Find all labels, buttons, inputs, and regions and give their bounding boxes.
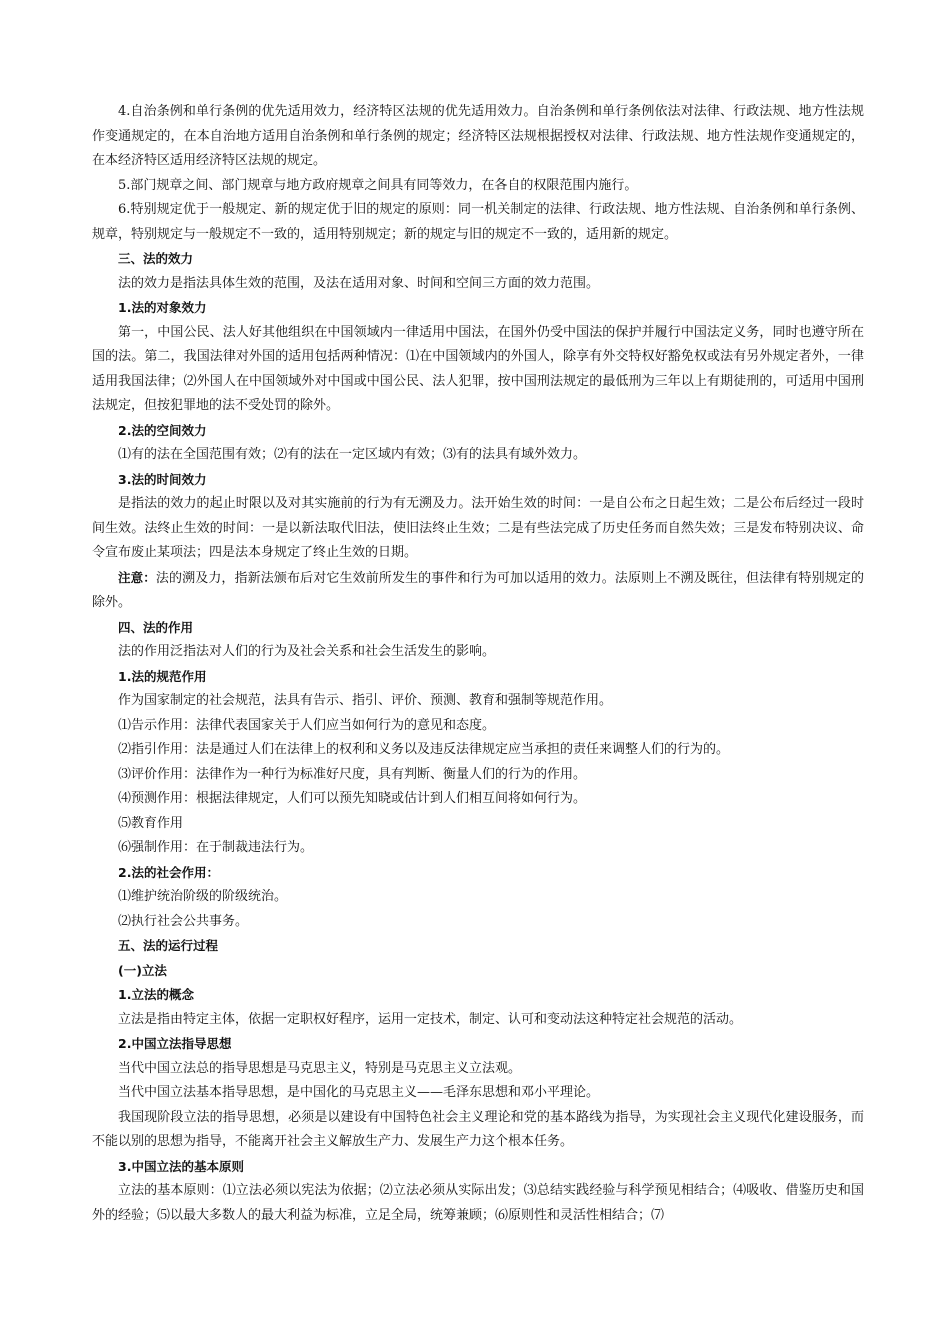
paragraph: 当代中国立法基本指导思想，是中国化的马克思主义——毛泽东思想和邓小平理论。 — [118, 1085, 600, 1100]
paragraph: 6.特别规定优于一般规定、新的规定优于旧的规定的原则：同一机关制定的法律、行政法规、地方性法规、自治条例和单行条例、规章，特别规定与一般规定不一致的，适用特别规定；新的规定与旧的规定不一致的，适用新的规定。 — [92, 202, 864, 242]
document-page — [92, 100, 864, 1228]
note-paragraph — [92, 566, 864, 616]
list-item: ⑵指引作用：法是通过人们在法律上的权利和义务以及违反法律规定应当承担的责任来调整人们的行为的。 — [118, 742, 730, 757]
paragraph: 我国现阶段立法的指导思想，必须是以建设有中国特色社会主义理论和党的基本路线为指导，为实现社会主义现代化建设服务，而不能以别的思想为指导，不能离开社会主义解放生产力、发展生产力这个根本任务。 — [92, 1109, 864, 1149]
paragraph: 是指法的效力的起止时限以及对其实施前的行为有无溯及力。法开始生效的时间：一是自公布之日起生效；二是公布后经过一段时间生效。法终止生效的时间：一是以新法取代旧法，使旧法终止生效；二是有些法完成了历史任务而自然失效；三是发布特别决议、命令宣布废止某项法；四是法本身规定了终止生效的日期。 — [92, 496, 864, 560]
subsection-heading: 2.法的空间效力 — [118, 422, 207, 438]
subsection-heading: (一)立法 — [118, 962, 167, 978]
section-heading: 四、法的作用 — [118, 619, 194, 635]
paragraph: ⑴有的法在全国范围有效；⑵有的法在一定区域内有效；⑶有的法具有域外效力。 — [118, 447, 587, 462]
list-item: ⑹强制作用：在于制裁违法行为。 — [118, 840, 314, 855]
paragraph: 立法的基本原则：⑴立法必须以宪法为依据；⑵立法必须从实际出发；⑶总结实践经验与科学预见相结合；⑷吸收、借鉴历史和国外的经验；⑸以最大多数人的最大利益为标准，立足全局，统筹兼顾；⑹原则性和灵活性相结合；⑺ — [92, 1183, 864, 1223]
paragraph: 法的作用泛指法对人们的行为及社会关系和社会生活发生的影响。 — [118, 644, 496, 659]
paragraph: 4.自治条例和单行条例的优先适用效力，经济特区法规的优先适用效力。自治条例和单行条例依法对法律、行政法规、地方性法规作变通规定的，在本自治地方适用自治条例和单行条例的规定；经济特区法规根据授权对法律、行政法规、地方性法规作变通规定的，在本经济特区适用经济特区法规的规定。 — [92, 104, 864, 168]
paragraph: 法的效力是指法具体生效的范围，及法在适用对象、时间和空间三方面的效力范围。 — [118, 275, 600, 291]
list-item: ⑴告示作用：法律代表国家关于人们应当如何行为的意见和态度。 — [118, 717, 496, 733]
section-heading: 三、法的效力 — [118, 251, 194, 266]
note-label: 注意： — [118, 569, 156, 585]
paragraph: 第一，中国公民、法人好其他组织在中国领域内一律适用中国法，在国外仍受中国法的保护并履行中国法定义务，同时也遵守所在国的法。第二，我国法律对外国的适用包括两种情况：⑴在中国领域内的外国人，除享有外交特权好豁免权或法有另外规定者外，一律适用我国法律；⑵外国人在中国领域外对中国或中国公民、法人犯罪，按中国刑法规定的最低刑为三年以上有期徒刑的，可适用中国刑法规定，但按犯罪地的法不受处罚的除外。 — [92, 324, 864, 413]
list-item: ⑶评价作用：法律作为一种行为标准好尺度，具有判断、衡量人们的行为的作用。 — [118, 766, 587, 782]
note-text: 法的溯及力，指新法颁布后对它生效前所发生的事件和行为可加以适用的效力。法原则上不溯及既往，但法律有特别规定的除外。 — [92, 570, 864, 610]
list-item: ⑷预测作用：根据法律规定，人们可以预先知晓或估计到人们相互间将如何行为。 — [118, 791, 587, 806]
paragraph: 5.部门规章之间、部门规章与地方政府规章之间具有同等效力，在各自的权限范围内施行。 — [118, 177, 638, 193]
paragraph: 当代中国立法总的指导思想是马克思主义，特别是马克思主义立法观。 — [118, 1060, 522, 1076]
list-item: ⑴维护统治阶级的阶级统治。 — [118, 889, 288, 904]
subsection-heading: 3.中国立法的基本原则 — [118, 1158, 244, 1174]
section-heading: 五、法的运行过程 — [118, 938, 219, 953]
subsection-heading: 1.法的对象效力 — [118, 300, 207, 315]
subsection-heading: 2.法的社会作用： — [118, 864, 219, 880]
subsection-heading: 1.立法的概念 — [118, 987, 194, 1002]
paragraph: 作为国家制定的社会规范，法具有告示、指引、评价、预测、教育和强制等规范作用。 — [118, 693, 613, 708]
subsection-heading: 1.法的规范作用 — [118, 668, 207, 684]
subsection-heading: 2.中国立法指导思想 — [118, 1036, 232, 1051]
subsection-heading: 3.法的时间效力 — [118, 471, 207, 487]
list-item: ⑵执行社会公共事务。 — [118, 913, 249, 929]
paragraph: 立法是指由特定主体，依据一定职权好程序，运用一定技术，制定、认可和变动法这种特定社会规范的活动。 — [118, 1011, 743, 1027]
list-item: ⑸教育作用 — [118, 815, 184, 831]
